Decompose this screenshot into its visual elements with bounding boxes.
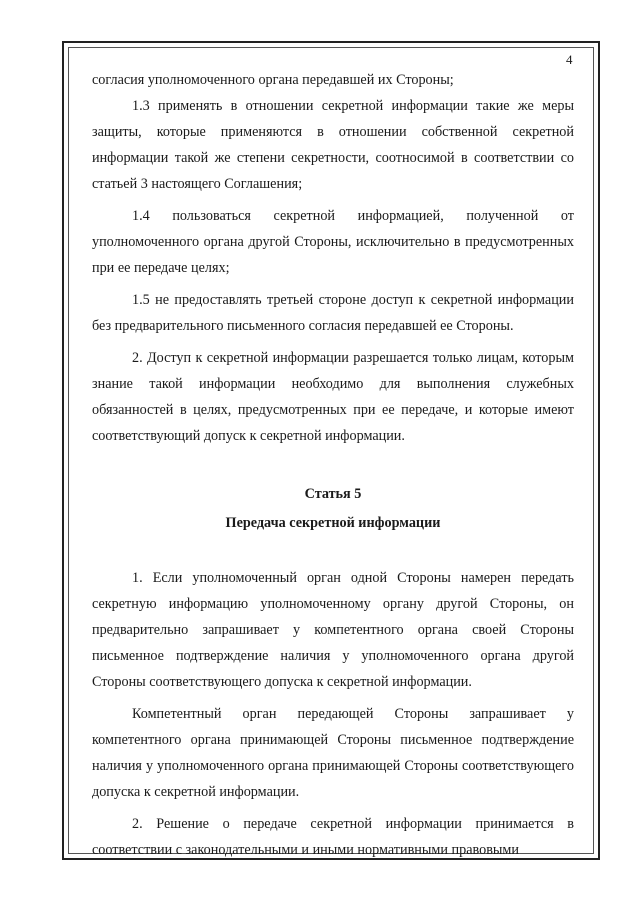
paragraph-continuation: согласия уполномоченного органа передавшей их Стороны;	[92, 72, 454, 88]
paragraph-1-5: 1.5 не предоставлять третьей стороне доступ к секретной информации без предварительного письменного согласия передавшей ее Стороны.	[92, 292, 574, 334]
page-number: 4	[566, 52, 573, 67]
paragraph-art5-1: 1. Если уполномоченный орган одной Стороны намерен передать секретную информацию уполномоченному органу другой Стороны, он предварительно запрашивает у компетентного органа своей Стороны письменное подтверждение наличия у уполномоченного органа другой Стороны соответствующего допуска к секретной информации.	[92, 570, 574, 690]
article-number: Статья 5	[304, 486, 362, 502]
paragraph-1-3: 1.3 применять в отношении секретной информации такие же меры защиты, которые применяются в отношении собственной секретной информации такой же степени секретности, соотносимой в соответствии со статьей 3 настоящего Соглашения;	[92, 98, 574, 192]
paragraph-art5-2: 2. Решение о передаче секретной информации принимается в соответствии с законодательными и иными нормативными правовыми	[92, 816, 574, 858]
article-title: Передача секретной информации	[225, 515, 441, 531]
paragraph-art5-1-cont: Компетентный орган передающей Стороны запрашивает у компетентного органа принимающей Стороны письменное подтверждение наличия у уполномоченного органа принимающей Стороны соответствующего допуска к секретной информации.	[92, 706, 574, 800]
paragraph-1-4: 1.4 пользоваться секретной информацией, полученной от уполномоченного органа другой Стороны, исключительно в предусмотренных при ее передаче целях;	[92, 208, 574, 276]
document-body-top	[92, 67, 574, 449]
document-body-bottom	[92, 565, 574, 863]
paragraph-2: 2. Доступ к секретной информации разрешается только лицам, которым знание такой информации необходимо для выполнения служебных обязанностей в целях, предусмотренных при ее передаче, и которые имеют соответствующий допуск к секретной информации.	[92, 350, 574, 444]
